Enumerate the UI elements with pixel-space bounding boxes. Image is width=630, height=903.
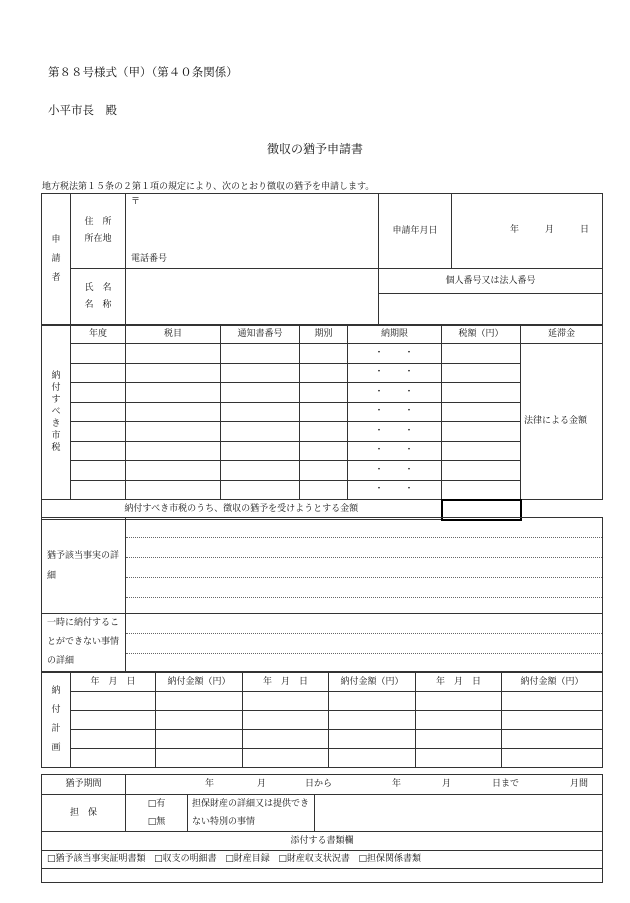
attach-income-checkbox[interactable]: □収支の明細書	[154, 854, 217, 865]
postal-mark: 〒	[131, 197, 141, 207]
tax-row-year[interactable]	[71, 441, 126, 461]
tax-row-amount[interactable]	[442, 461, 521, 481]
plan-col-amount: 納付金額（円）	[156, 673, 243, 692]
tax-row-period[interactable]	[300, 461, 348, 481]
attachments-label: 添付する書類欄	[42, 832, 603, 851]
plan-cell[interactable]	[416, 692, 502, 711]
tax-row-notice[interactable]	[221, 480, 300, 500]
reason-field[interactable]	[126, 614, 603, 672]
form-number: 第８８号様式（甲）（第４０条関係）	[48, 65, 238, 79]
tax-row-year[interactable]	[71, 480, 126, 500]
tax-row-amount[interactable]	[442, 441, 521, 461]
facts-field[interactable]	[126, 518, 603, 614]
tax-row-type[interactable]	[126, 422, 221, 442]
tax-row-amount[interactable]	[442, 402, 521, 422]
tax-row-amount[interactable]	[442, 383, 521, 403]
plan-cell[interactable]	[156, 692, 243, 711]
details-table	[41, 517, 603, 672]
tax-row-due[interactable]: ・ ・	[348, 363, 442, 383]
date-field[interactable]: 年 月 日	[452, 194, 603, 269]
plan-col-date: 年 月 日	[243, 673, 329, 692]
plan-col-amount: 納付金額（円）	[329, 673, 416, 692]
applicant-section-label: 申 請 者	[42, 194, 71, 326]
plan-cell[interactable]	[156, 730, 243, 749]
tax-row-amount[interactable]	[442, 344, 521, 364]
tax-row-due[interactable]: ・ ・	[348, 441, 442, 461]
plan-cell[interactable]	[502, 730, 603, 749]
name-field[interactable]	[126, 269, 379, 326]
tax-row-period[interactable]	[300, 480, 348, 500]
plan-col-date: 年 月 日	[71, 673, 156, 692]
plan-cell[interactable]	[71, 692, 156, 711]
tax-row-amount[interactable]	[442, 363, 521, 383]
address-label: 住 所 所在地	[71, 194, 126, 269]
tax-row-notice[interactable]	[221, 344, 300, 364]
col-due-date: 納期限	[348, 325, 442, 344]
security-reason-label: 担保財産の詳細又は提供できない特別の事情	[188, 795, 315, 832]
plan-cell[interactable]	[243, 749, 329, 768]
addressee: 小平市長 殿	[48, 103, 117, 117]
plan-section-label: 納 付 計 画	[42, 673, 71, 768]
tax-row-year[interactable]	[71, 383, 126, 403]
security-label: 担 保	[42, 795, 126, 832]
plan-cell[interactable]	[502, 749, 603, 768]
period-label: 猶予期間	[42, 775, 126, 795]
tax-table	[41, 324, 603, 521]
id-number-cell	[379, 269, 603, 326]
tax-row-due[interactable]: ・ ・	[348, 344, 442, 364]
plan-cell[interactable]	[156, 711, 243, 730]
plan-cell[interactable]	[71, 749, 156, 768]
id-number-label: 個人番号又は法人番号	[379, 269, 602, 294]
tax-row-notice[interactable]	[221, 402, 300, 422]
security-options	[126, 795, 188, 832]
col-tax-type: 税目	[126, 325, 221, 344]
attach-inventory-checkbox[interactable]: □財産目録	[225, 854, 270, 865]
tax-row-notice[interactable]	[221, 383, 300, 403]
tax-row-type[interactable]	[126, 383, 221, 403]
payment-plan-table	[41, 672, 603, 768]
security-reason-field[interactable]	[315, 795, 603, 832]
period-field[interactable]: 年 月 日から 年 月 日まで 月間	[126, 775, 603, 795]
tax-row-due[interactable]: ・ ・	[348, 383, 442, 403]
plan-cell[interactable]	[156, 749, 243, 768]
tax-row-amount[interactable]	[442, 422, 521, 442]
plan-cell[interactable]	[329, 692, 416, 711]
tax-row-year[interactable]	[71, 344, 126, 364]
plan-cell[interactable]	[502, 692, 603, 711]
tax-section-label: 納 付 す べ き 市 税	[42, 325, 71, 500]
security-no-checkbox[interactable]: □無	[147, 817, 166, 827]
tax-row-due[interactable]: ・ ・	[348, 422, 442, 442]
tax-row-notice[interactable]	[221, 441, 300, 461]
attach-security-checkbox[interactable]: □担保関係書類	[358, 854, 421, 865]
date-label: 申請年月日	[379, 194, 452, 269]
name-label: 氏 名 名 称	[71, 269, 126, 326]
facts-label: 猶予該当事実の詳細	[42, 518, 126, 614]
tax-row-type[interactable]	[126, 402, 221, 422]
tax-row-year[interactable]	[71, 402, 126, 422]
attachments-list	[42, 851, 603, 869]
attach-proof-checkbox[interactable]: □猶予該当事実証明書類	[47, 854, 146, 865]
col-year: 年度	[71, 325, 126, 344]
attach-status-checkbox[interactable]: □財産収支状況書	[278, 854, 350, 865]
col-tax-amount: 税額（円）	[442, 325, 521, 344]
plan-cell[interactable]	[243, 692, 329, 711]
plan-cell[interactable]	[71, 711, 156, 730]
plan-cell[interactable]	[329, 730, 416, 749]
intro-text: 地方税法第１５条の２第１項の規定により、次のとおり徴収の猶予を申請します。	[42, 182, 375, 192]
plan-cell[interactable]	[502, 711, 603, 730]
plan-cell[interactable]	[416, 711, 502, 730]
col-late-fee: 延滞金	[521, 325, 603, 344]
tax-row-type[interactable]	[126, 480, 221, 500]
tax-row-year[interactable]	[71, 363, 126, 383]
reason-label: 一時に納付することができない事情の詳細	[42, 614, 126, 672]
plan-cell[interactable]	[329, 749, 416, 768]
tax-row-type[interactable]	[126, 363, 221, 383]
plan-cell[interactable]	[243, 730, 329, 749]
tax-row-type[interactable]	[126, 441, 221, 461]
col-notice-no: 通知書番号	[221, 325, 300, 344]
period-security-table	[41, 774, 603, 883]
late-fee-note: 法律による金額	[521, 344, 603, 500]
tax-row-notice[interactable]	[221, 461, 300, 481]
tax-row-due[interactable]: ・ ・	[348, 402, 442, 422]
phone-label: 電話番号	[131, 254, 168, 265]
id-number-field[interactable]	[379, 294, 602, 325]
plan-cell[interactable]	[243, 711, 329, 730]
security-yes-checkbox[interactable]: □有	[147, 799, 166, 809]
address-field[interactable]	[126, 194, 379, 269]
tax-row-period[interactable]	[300, 441, 348, 461]
plan-cell[interactable]	[416, 730, 502, 749]
tax-row-notice[interactable]	[221, 363, 300, 383]
applicant-table	[41, 193, 603, 326]
col-period: 期別	[300, 325, 348, 344]
tax-row-period[interactable]	[300, 344, 348, 364]
page-title: 徴収の猶予申請書	[266, 142, 363, 156]
tax-row-period[interactable]	[300, 402, 348, 422]
blank-row[interactable]	[42, 869, 603, 883]
tax-row-period[interactable]	[300, 363, 348, 383]
tax-row-period[interactable]	[300, 422, 348, 442]
tax-row-period[interactable]	[300, 383, 348, 403]
tax-row-due[interactable]: ・ ・	[348, 480, 442, 500]
tax-row-due[interactable]: ・ ・	[348, 461, 442, 481]
plan-cell[interactable]	[416, 749, 502, 768]
tax-row-type[interactable]	[126, 461, 221, 481]
plan-cell[interactable]	[329, 711, 416, 730]
deferral-amount-label: 納付すべき市税のうち、徴収の猶予を受けようとする金額	[42, 500, 442, 520]
tax-row-type[interactable]	[126, 344, 221, 364]
tax-row-amount[interactable]	[442, 480, 521, 500]
tax-row-year[interactable]	[71, 461, 126, 481]
tax-row-year[interactable]	[71, 422, 126, 442]
plan-col-date: 年 月 日	[416, 673, 502, 692]
plan-cell[interactable]	[71, 730, 156, 749]
plan-col-amount: 納付金額（円）	[502, 673, 603, 692]
tax-row-notice[interactable]	[221, 422, 300, 442]
